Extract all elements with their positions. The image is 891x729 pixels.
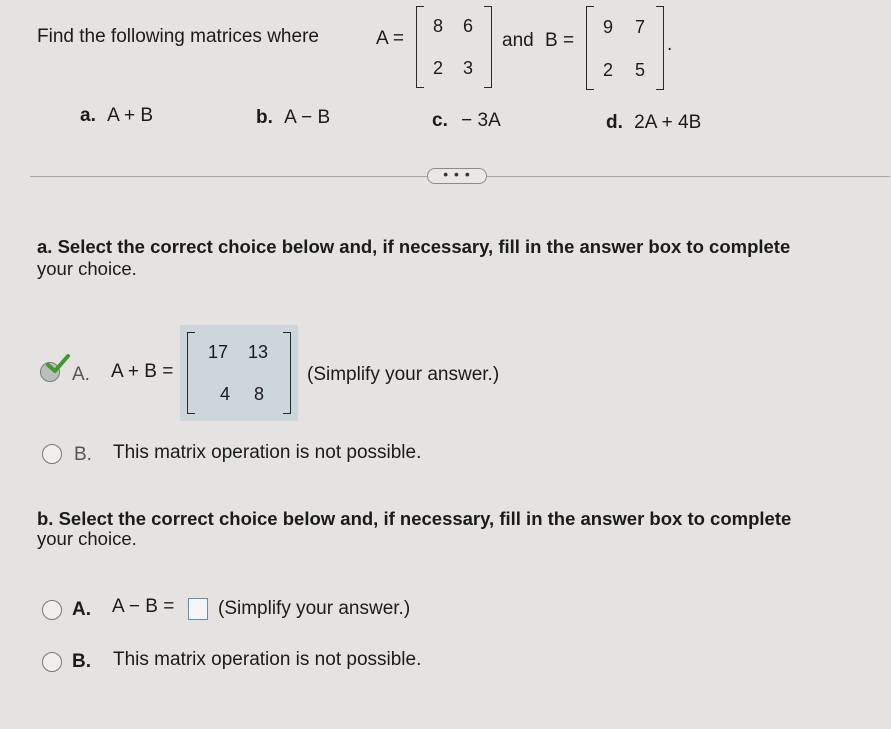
matrix-b-label: B = [545,30,575,51]
section-b-choice-a-expr: A − B = [112,596,175,617]
answer-matrix-cell[interactable]: 17 [207,342,229,362]
matrix-b-cell: 5 [634,60,645,80]
section-a-choice-a-expr: A + B = [111,361,174,382]
part-b-letter: b. [256,107,273,128]
problem-period: . [667,34,673,55]
section-a-instruction-cont: your choice. [37,258,137,279]
part-d-expr: 2A + 4B [634,112,702,133]
correct-check-icon [45,353,71,375]
matrix-b-cell: 2 [602,60,613,80]
section-b-instruction-cont: your choice. [37,528,137,549]
part-d [606,112,701,134]
answer-matrix-a-plus-b[interactable] [187,332,291,414]
part-d-letter: d. [606,112,623,133]
answer-matrix-cell[interactable]: 8 [253,384,264,404]
section-b-choice-b-letter: B. [72,651,91,672]
matrix-b-cell: 7 [634,17,645,37]
answer-matrix-cell[interactable]: 13 [247,342,269,362]
matrix-a-cell: 3 [462,58,473,78]
section-a-choice-a-letter: A. [72,364,90,385]
matrix-b-cell: 9 [602,17,613,37]
part-c-expr: − 3A [461,110,501,131]
matrix-a [416,6,492,88]
matrix-a-cell: 2 [432,58,443,78]
section-b-choice-b-radio[interactable] [42,652,62,672]
problem-intro: Find the following matrices where [37,26,319,47]
section-b-instruction: b. Select the correct choice below and, if necessary, fill in the answer box to complete [37,508,792,529]
section-a-instruction: a. Select the correct choice below and, if necessary, fill in the answer box to complete [37,236,791,257]
section-b-simplify-note: (Simplify your answer.) [218,598,411,619]
part-c [432,110,501,132]
section-b-choice-b-text: This matrix operation is not possible. [113,649,422,670]
matrix-b [586,6,664,90]
part-b-expr: A − B [284,107,331,128]
section-a-choice-b-text: This matrix operation is not possible. [113,442,422,463]
matrix-a-cell: 6 [462,16,473,36]
part-a-letter: a. [80,105,96,126]
answer-input-a-minus-b[interactable] [188,598,208,620]
part-c-letter: c. [432,110,448,131]
part-a-expr: A + B [107,105,154,126]
section-a-choice-b-radio[interactable] [42,444,62,464]
matrix-a-label: A = [376,28,404,49]
section-a-simplify-note: (Simplify your answer.) [307,364,500,385]
section-a-choice-b-letter: B. [74,444,92,465]
part-b [256,107,330,129]
more-options-button[interactable]: • • • [427,168,487,184]
section-b-choice-a-radio[interactable] [42,600,62,620]
section-b-choice-a-letter: A. [72,599,91,620]
and-text: and [502,30,534,51]
matrix-a-cell: 8 [432,16,443,36]
answer-matrix-cell[interactable]: 4 [219,384,230,404]
part-a [80,105,153,127]
